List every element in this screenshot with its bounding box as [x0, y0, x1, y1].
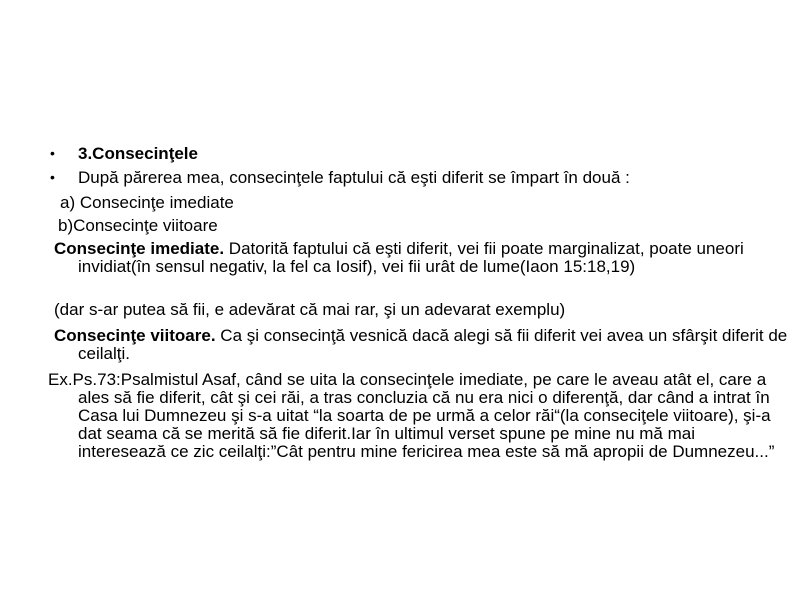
list-item-b: b)Consecinţe viitoare: [58, 216, 218, 235]
future-heading: Consecinţe viitoare.: [54, 326, 216, 345]
intro-text: După părerea mea, consecinţele faptului că eşti diferit se împart în două :: [78, 168, 630, 187]
bullet-dot-1: •: [50, 145, 55, 161]
immediate-paragraph: [54, 240, 800, 276]
section-title: 3.Consecinţele: [78, 144, 198, 163]
future-body: Ca şi consecinţă vesnică dacă alegi să fii diferit vei avea un sfârşit diferit de ceilalţi.: [78, 326, 788, 363]
immediate-heading: Consecinţe imediate.: [54, 239, 225, 258]
note-text: (dar s-ar putea să fii, e adevărat că mai rar, şi un adevarat exemplu): [54, 300, 566, 319]
example-paragraph: Ex.Ps.73:Psalmistul Asaf, când se uita la consecinţele imediate, pe care le aveau atât el, care a ales să fie diferit, cât şi cei răi, a tras concluzia că nu era nici o diferenţă, dar când a intrat în Casa lui Dumnezeu şi s-a uitat “la soarta de pe urmă a celor răi“(la conseciţele viitoare), şi-a dat seama că se merită să fie diferit.Iar în ultimul verset spune pe mine nu mă mai interesează ce zic ceilalţi:”Cât pentru mine fericirea mea este să mă apropii de Dumnezeu...”: [48, 370, 775, 461]
immediate-body: Datorită faptului că eşti diferit, vei fii poate marginalizat, poate uneori invidiat(în sensul negativ, la fel ca Iosif), vei fii urât de lume(Iaon 15:18,19): [78, 239, 744, 276]
bullet-dot-2: •: [50, 169, 55, 185]
future-paragraph: [54, 327, 800, 363]
list-item-a: a) Consecinţe imediate: [60, 193, 234, 212]
